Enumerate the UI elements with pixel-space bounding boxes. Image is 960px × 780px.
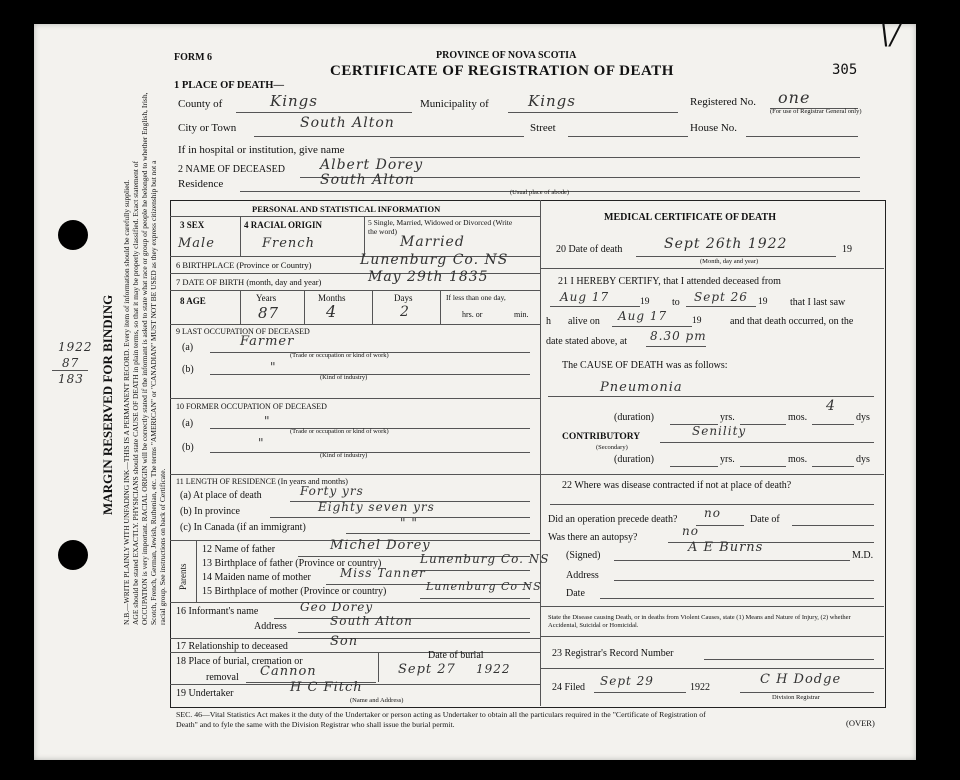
duration-yrs-label: yrs. [720,412,735,423]
residence-note: (Usual place of abode) [510,189,570,196]
rule [550,504,874,505]
parents-label: Parents [178,563,188,590]
rule [548,396,874,397]
racial-label: 4 RACIAL ORIGIN [244,220,323,230]
place-heading: 1 PLACE OF DEATH— [174,80,284,91]
municipality-line [508,112,678,113]
operation-date-label: Date of [750,514,780,525]
rule [740,424,786,425]
rule [420,598,530,599]
occ-a-note: (Trade or occupation or kind of work) [290,352,389,359]
attend-from-value: Aug 17 [560,290,610,304]
death-date-label: 20 Date of death [556,244,623,255]
rule [704,659,874,660]
rule [696,525,744,526]
operation-label: Did an operation precede death? [548,514,678,525]
attend-to-suffix: 19 [758,297,768,307]
province-heading: PROVINCE OF NOVA SCOTIA [436,50,577,61]
residence-length-heading: 11 LENGTH OF RESIDENCE (In years and months) [176,477,348,486]
days-label: Days [394,293,413,303]
informant-label: 16 Informant's name [176,606,259,617]
father-birthplace-value: Lunenburg Co. NS [420,552,550,566]
rule [540,668,884,669]
signed-label: (Signed) [566,550,601,561]
informant-value: Geo Dorey [300,600,374,614]
margin-note-rule [52,370,88,371]
duration-dys-label: dys [856,412,870,423]
rule [170,474,540,475]
sex-label: 3 SEX [180,220,205,230]
rule [792,525,874,526]
attend-from-suffix: 19 [640,297,650,307]
occ-b-label: (b) [182,364,194,375]
occ-b-value: " [270,360,277,374]
days-value: 2 [400,304,410,320]
city-label: City or Town [178,122,237,134]
registered-label: Registered No. [690,96,756,108]
binding-hole [58,540,88,570]
rule [540,636,884,637]
municipality-value: Kings [528,92,576,110]
margin-instruction: N.B.—WRITE PLAINLY WITH UNFADING INK—THIS IS A PERMANENT RECORD. Every item of information should be carefully supplied. [122,179,131,625]
rule [740,466,786,467]
res-b-value: Eighty seven yrs [318,500,435,514]
registered-value: one [778,88,811,107]
operation-value: no [704,506,721,520]
certificate-title: CERTIFICATE OF REGISTRATION OF DEATH [330,63,674,79]
occ-a-value: Farmer [240,334,295,349]
last-occupation-label: 9 LAST OCCUPATION OF DECEASED [176,327,310,336]
father-label: 12 Name of father [202,544,276,555]
rule [170,652,540,653]
record-number-label: 23 Registrar's Record Number [552,648,674,659]
rule [378,652,379,682]
rule [540,268,884,269]
months-label: Months [318,293,346,303]
certify-label: 21 I HEREBY CERTIFY, that I attended deceased from [558,276,781,287]
certificate-number: 305 [832,62,858,78]
undertaker-value: H C Fitch [290,680,363,695]
rule [364,216,365,256]
form-number: FORM 6 [174,52,213,63]
doctor-address-label: Address [566,570,599,581]
res-a-label: (a) At place of death [180,490,262,501]
column-divider [540,200,541,706]
birthplace-label: 6 BIRTHPLACE (Province or Country) [176,260,312,270]
rule [660,442,874,443]
cause-value: Pneumonia [600,380,683,395]
city-line [254,136,524,137]
informant-address-value: South Alton [330,614,413,628]
burial-place-label: 18 Place of burial, cremation or [176,656,303,667]
hrs-label: hrs. or [462,310,483,319]
informant-address-label: Address [254,621,287,632]
father-birthplace-label: 13 Birthplace of father (Province or country) [202,558,382,569]
res-b-label: (b) In province [180,506,240,517]
duration-mos-label: mos. [788,412,808,423]
age-label: 8 AGE [180,296,206,306]
rule [636,256,836,257]
relationship-value: Son [330,634,359,649]
res-c-value: " " [400,516,418,530]
street-label: Street [530,122,556,134]
attend-to-label: to [672,297,680,308]
mother-birthplace-label: 15 Birthplace of mother (Province or country) [202,586,387,597]
footer-over: (OVER) [846,718,875,728]
rule [346,533,530,534]
doctor-date-label: Date [566,588,585,599]
residence-label: Residence [178,178,224,190]
burial-place-value: Cannon [260,664,317,679]
autopsy-label: Was there an autopsy? [548,532,638,543]
personal-heading: PERSONAL AND STATISTICAL INFORMATION [252,204,441,214]
alive-suffix: 19 [692,316,702,326]
res-c-label: (c) In Canada (if an immigrant) [180,522,306,533]
former-b-note: (Kind of industry) [320,452,368,459]
hospital-label: If in hospital or institution, give name [178,144,345,156]
former-b-label: (b) [182,442,194,453]
last-saw-label: that I last saw [790,297,846,308]
death-date-value: Sept 26th 1922 [664,236,788,252]
former-a-label: (a) [182,418,194,429]
dob-value: May 29th 1835 [368,269,489,285]
duration-mos-value: 4 [826,398,836,414]
signed-value: A E Burns [688,540,764,555]
mother-value: Miss Tanner [340,566,426,580]
rule [412,570,530,571]
binding-hole [58,220,88,250]
medical-footnote: State the Disease causing Death, or in deaths from Violent Causes, state (1) Means and Nature of Injury, (2) whether Accidental, Suicidal or Homicidal. [548,614,851,629]
death-occurred-label: and that death occurred, on the [730,316,854,327]
rule [196,540,197,602]
medical-heading: MEDICAL CERTIFICATE OF DEATH [604,212,776,223]
former-occupation-label: 10 FORMER OCCUPATION OF DECEASED [176,402,327,411]
rule [540,474,884,475]
duration2-dys-label: dys [856,454,870,465]
county-value: Kings [270,92,318,110]
sex-value: Male [178,236,215,251]
margin-note-number: 87 [62,356,80,370]
death-date-note: (Month, day and year) [700,258,759,265]
name-label: 2 NAME OF DECEASED [178,164,285,175]
county-label: County of [178,98,223,110]
attend-to-value: Sept 26 [694,290,748,304]
rule [686,306,756,307]
min-label: min. [514,310,529,319]
filed-value: Sept 29 [600,674,654,688]
county-line [236,112,412,113]
margin-instruction: racial group. See instructions on back of Certificate. [158,468,167,625]
rule [440,290,441,324]
contributory-value: Senility [692,424,747,438]
undertaker-label: 19 Undertaker [176,688,234,699]
hospital-line [390,157,860,158]
house-line [746,136,858,137]
burial-removal-label: removal [206,672,239,683]
former-b-value: " [258,436,265,450]
margin-instruction: OCCUPATION is very important. RACIAL ORIGIN will be correctly stated if the informant is asked to state what race or group of people he belonged to whether English, Irish, [140,92,149,625]
rule [304,290,305,324]
rule [812,424,854,425]
registrar-signature: C H Dodge [760,672,842,687]
margin-instruction: Scotch, French, German, Jewish, Ruthenian, etc. The terms "AMERICAN" or "CANADIAN" MUST NOT BE USED as they express citizenship but not a [149,160,158,625]
mother-birthplace-value: Lunenburg Co NS [426,580,542,593]
mother-label: 14 Maiden name of mother [202,572,311,583]
footer-line1: SEC. 46—Vital Statistics Act makes it the duty of the Undertaker or person acting as Undertaker to obtain all the particulars required in the "Certificate of Registration of [176,710,706,719]
duration2-label: (duration) [614,454,654,465]
rule [170,324,540,325]
rule [298,632,530,633]
cause-label: The CAUSE OF DEATH was as follows: [562,360,728,371]
name-value: Albert Dorey [320,157,424,173]
rule [594,692,686,693]
street-line [568,136,688,137]
time-value: 8.30 pm [650,329,707,343]
less-day-label: If less than one day, [446,293,506,302]
occ-a-label: (a) [182,342,194,353]
burial-year-value: 1922 [476,662,511,676]
filed-year: 1922 [690,682,710,693]
rule [170,290,540,291]
undertaker-note: (Name and Address) [350,697,404,704]
burial-date-value: Sept 27 [398,662,456,677]
margin-note-number: 183 [58,372,84,386]
residence-value: South Alton [320,172,415,188]
relationship-label: 17 Relationship to deceased [176,641,288,652]
rule [170,216,540,217]
rule [540,606,884,607]
autopsy-value: no [682,524,699,538]
rule [612,326,692,327]
alive-prefix: h [546,316,551,327]
house-label: House No. [690,122,738,134]
md-label: M.D. [852,550,874,561]
rule [614,580,874,581]
filed-label: 24 Filed [552,682,586,693]
rule [170,398,540,399]
duration-label: (duration) [614,412,654,423]
rule [240,290,241,324]
margin-heading: MARGIN RESERVED FOR BINDING [100,294,115,515]
rule [550,306,640,307]
occ-b-note: (Kind of industry) [320,374,368,381]
margin-note-year: 1922 [58,340,93,354]
check-mark: \/ [880,18,901,51]
rule [646,346,706,347]
municipality-label: Municipality of [420,98,489,110]
rule [812,466,854,467]
rule [240,216,241,256]
rule [210,452,530,453]
years-label: Years [256,293,277,303]
registered-note: (For use of Registrar General only) [770,108,862,115]
contributory-note: (Secondary) [596,444,628,451]
duration2-yrs-label: yrs. [720,454,735,465]
years-value: 87 [258,304,280,322]
margin-instruction: AGE should be stated EXACTLY. PHYSICIANS should state CAUSE OF DEATH in plain terms, so that it may be properly classified. Exact statement of [131,160,140,625]
q22-label: 22 Where was disease contracted if not at place of death? [562,480,792,491]
footer-line2: Death" and to fyle the same with the Division Registrar who shall issue the burial permit. [176,720,455,729]
city-value: South Alton [300,115,395,131]
birthplace-value: Lunenburg Co. NS [360,252,509,268]
marital-value: Married [400,234,465,250]
alive-label: alive on [568,316,600,327]
rule [740,692,874,693]
rule [614,560,850,561]
father-value: Michel Dorey [330,538,431,553]
rule [670,466,718,467]
date-stated-label: date stated above, at [546,336,628,347]
racial-value: French [262,236,315,251]
former-a-value: " [264,414,271,428]
registrar-label: Division Registrar [772,694,820,701]
res-a-value: Forty yrs [300,484,364,498]
rule [372,290,373,324]
duration2-mos-label: mos. [788,454,808,465]
months-value: 4 [326,302,338,321]
marital-label: 5 Single, Married, Widowed or Divorced (Write the word) [368,218,513,236]
former-a-note: (Trade or occupation or kind of work) [290,428,389,435]
rule [210,374,530,375]
alive-value: Aug 17 [618,309,668,323]
burial-date-label: Date of burial [428,650,484,661]
contributory-label: CONTRIBUTORY [562,432,641,442]
death-year-suffix: 19 [842,244,852,255]
rule [600,598,874,599]
dob-label: 7 DATE OF BIRTH (month, day and year) [176,277,322,287]
